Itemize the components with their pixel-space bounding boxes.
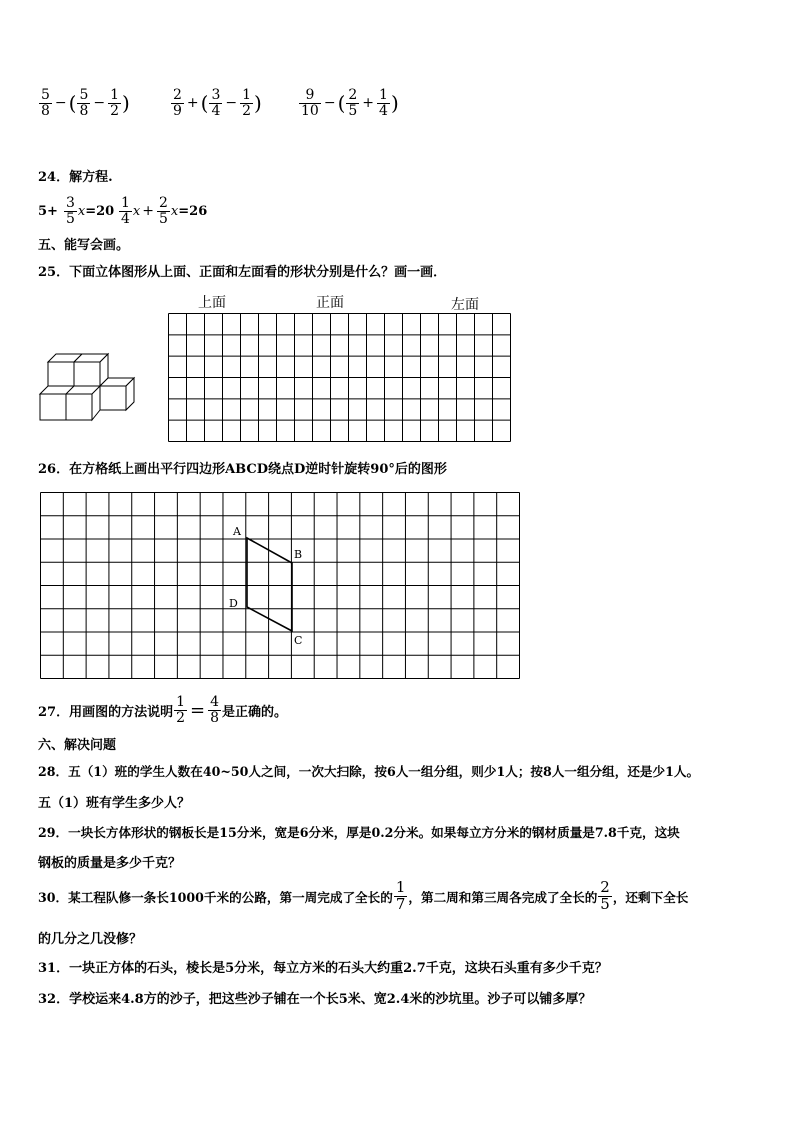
fraction: $\frac{5}{8}$ [41,87,50,119]
fraction: $\frac{3}{4}$ [211,87,221,119]
fraction: $\frac{3}{5}$ [65,195,75,227]
q31: 31．一块正方体的石头，棱长是5分米，每立方米的石头大约重2.7千克，这块石头重有多少千克？ [38,961,608,976]
fraction: $\frac{2}{9}$ [173,87,182,119]
point-d-label: D [229,597,238,610]
q25-grid [168,313,511,442]
fraction: $\frac{4}{8}$ [210,694,220,726]
expression-3: $\frac{9}{10}$ − ( $\frac{2}{5}$ + $\frac{1}{4}$ ) [301,87,399,119]
q30-line-1: 30．某工程队修一条长1000千米的公路，第一周完成了全长的 $\frac{1}{7}$ ，第二周和第三周各完成了全长的 $\frac{2}{5}$ ，还剩下全长 [38,878,689,913]
q24-title: 24．解方程. [38,170,113,185]
expression-1: $\frac{5}{8}$ − ( $\frac{5}{8}$ − $\frac{1}{2}$ ) [41,87,130,119]
expression-2: $\frac{2}{9}$ + ( $\frac{3}{4}$ − $\frac{1}{2}$ ) [173,87,262,119]
q27: 27．用画图的方法说明 $\frac{1}{2}$ = $\frac{4}{8}$ 是正确的。 [38,694,288,726]
view-label-left: 左面 [451,297,479,313]
q28-line-2: 五（1）班有学生多少人？ [38,796,191,811]
fraction: $\frac{5}{8}$ [79,87,89,119]
q32: 32．学校运来4.8方的沙子，把这些沙子铺在一个长5米、宽2.4米的沙坑里。沙子可以铺多厚？ [38,992,592,1007]
fraction: $\frac{9}{10}$ [301,87,319,119]
q24-equation-1: 5+ $\frac{3}{5}$ x =20 [38,195,115,227]
section-6-heading: 六、解决问题 [38,738,117,753]
point-b-label: B [294,548,303,561]
point-a-label: A [233,525,241,538]
fraction: $\frac{2}{5}$ [348,87,358,119]
parallelogram-abcd [225,520,315,650]
fraction: $\frac{2}{5}$ [600,878,610,913]
fraction: $\frac{1}{4}$ [121,195,130,227]
q28-line-1: 28．五（1）班的学生人数在40~50人之间，一次大扫除，按6人一组分组，则少1人；按8人一组分组，还是少1人。 [38,764,700,779]
q26-title: 26．在方格纸上画出平行四边形ABCD绕点D逆时针旋转90°后的图形 [38,462,447,477]
fraction: $\frac{2}{5}$ [159,195,168,227]
fraction: $\frac{1}{4}$ [379,87,388,119]
q29-line-2: 钢板的质量是多少千克？ [38,856,182,871]
q30-line-2: 的几分之几没修？ [38,932,143,947]
fraction: $\frac{1}{7}$ [395,878,406,913]
view-label-front: 正面 [316,295,344,311]
section-5-heading: 五、能写会画。 [38,238,130,253]
cube-stack-figure [36,348,140,422]
view-label-top: 上面 [198,295,226,311]
q25-title: 25．下面立体图形从上面、正面和左面看的形状分别是什么？画一画． [38,265,447,280]
q24-equation-2: $\frac{1}{4}$ x + $\frac{2}{5}$ x =26 [121,195,208,227]
fraction: $\frac{1}{2}$ [176,694,186,726]
fraction: $\frac{1}{2}$ [242,87,252,119]
q29-line-1: 29．一块长方体形状的钢板长是15分米，宽是6分米，厚是0.2分米。如果每立方分米的钢材质量是7.8千克，这块 [38,825,680,840]
fraction: $\frac{1}{2}$ [110,87,120,119]
point-c-label: C [294,634,303,647]
